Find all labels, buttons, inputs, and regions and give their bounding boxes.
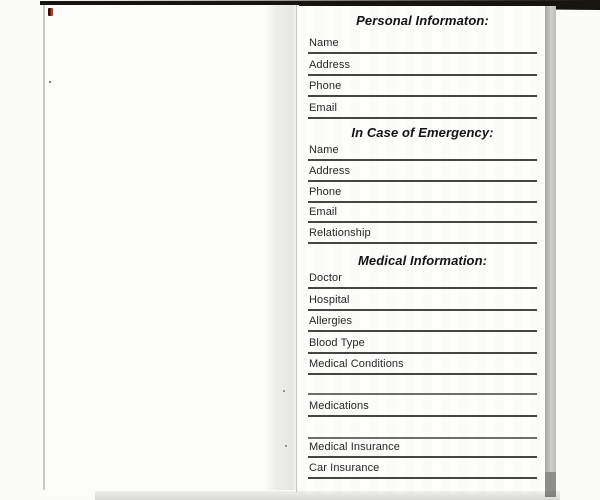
form-field-row	[308, 440, 537, 458]
red-ink-mark	[48, 8, 53, 16]
form-field-row	[308, 58, 537, 76]
form-field-row	[308, 314, 537, 332]
form-field-row	[308, 226, 537, 244]
form-field-row	[308, 185, 537, 203]
section-title-emergency: In Case of Emergency:	[351, 125, 494, 140]
field-label: Relationship	[309, 227, 371, 239]
field-label: Medications	[309, 400, 369, 412]
form-field-row	[308, 293, 537, 311]
field-label: Email	[309, 102, 338, 114]
form-field-row	[308, 336, 537, 354]
form-field-row	[308, 461, 537, 479]
section-title-medical: Medical Information:	[357, 253, 488, 268]
field-label: Address	[309, 165, 351, 177]
field-label: Blood Type	[309, 337, 365, 349]
scan-speck	[285, 445, 287, 447]
form-field-row	[308, 79, 537, 97]
form-field-row	[308, 164, 537, 182]
form-field-row	[308, 101, 537, 119]
form-field-row	[308, 36, 537, 54]
gutter-shadow	[265, 5, 297, 490]
form-field-row	[308, 143, 537, 161]
form-field-row	[308, 357, 537, 375]
form-page	[297, 6, 545, 494]
field-label: Doctor	[309, 272, 342, 284]
book-bottom-shadow	[95, 491, 560, 500]
section-title-personal: Personal Informaton:	[356, 13, 489, 28]
ruled-line-blank	[308, 421, 537, 439]
field-label: Phone	[309, 80, 342, 92]
field-label: Hospital	[309, 294, 350, 306]
field-label: Medical Conditions	[309, 358, 404, 370]
scan-speck	[49, 81, 51, 83]
field-label: Allergies	[309, 315, 353, 327]
form-field-row	[308, 205, 537, 223]
field-label: Medical Insurance	[309, 441, 400, 453]
field-label: Address	[309, 59, 351, 71]
form-field-row	[308, 399, 537, 417]
field-label: Name	[309, 37, 339, 49]
left-page-blank	[43, 5, 299, 490]
field-label: Car Insurance	[309, 462, 380, 474]
scan-speck	[283, 390, 285, 392]
page-edge-stack	[545, 6, 556, 496]
ruled-line-blank	[308, 377, 537, 395]
form-field-row	[308, 271, 537, 289]
field-label: Email	[309, 206, 338, 218]
field-label: Name	[309, 144, 339, 156]
field-label: Phone	[309, 186, 342, 198]
